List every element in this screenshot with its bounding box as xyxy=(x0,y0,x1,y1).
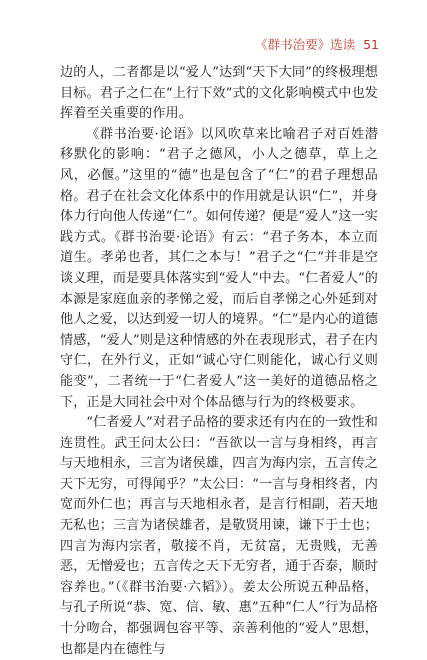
body-text xyxy=(60,63,378,660)
page-number: 51 xyxy=(363,37,379,52)
paragraph-lunyu: 《群书治要·论语》以风吹草来比喻君子对百姓潜移默化的影响：“君子之德风，小人之德草，草上之风，必偃。”这里的“德”也是包含了“仁”的君子理想品格。君子在社会文化体系中的作用就是认识“仁”，并身体力行向他人传递“仁”。如何传递？便是“爱人”这一实践方式。《群书治要·论语》有云：“君子务本，本立而道生。孝弟也者，其仁之本与！”君子之“仁”并非是空谈义理，而是要具体落实到“爱人”中去。“仁者爱人”的本源是家庭血亲的孝悌之爱，而后自孝悌之心外延到对他人之爱，以达到爱一切人的境界。“仁”是内心的道德情感，“爱人”则是这种情感的外在表现形式，君子在内守仁，在外行义，正如“诚心守仁则能化，诚心行义则能变”，二者统一于“仁者爱人”这一美好的道德品格之下，正是大同社会中对个体品德与行为的终极要求。 xyxy=(60,126,378,410)
paragraph-liutao: “仁者爱人”对君子品格的要求还有内在的一致性和连贯性。武王问太公曰：“吾欲以一言与身相终，再言与天地相永，三言为诸侯雄，四言为海内宗，五言传之天下无穷，可得闻乎？”太公曰：“一言与身相终者，内宽而外仁也；再言与天地相永者，是言行相副，若天地无私也；三言为诸侯雄者，是敬贤用谏，谦下于士也；四言为海内宗者，敬接不肖，无贫富，无贵贱，无善恶，无憎爱也；五言传之天下无穷者，通于否泰，顺时容养也。”（《群书治要·六韬》）。姜太公所说五种品格，与孔子所说“恭、宽、信、敏、惠”五种“仁人”行为品格十分吻合，都强调包容平等、亲善利他的“爱人”思想，也都是内在德性与 xyxy=(60,415,378,657)
paragraph-continuation: 边的人，二者都是以“爱人”达到“天下大同”的终极理想目标。君子之仁在“上行下效”式的文化影响模式中也发挥着至关重要的作用。 xyxy=(60,65,378,122)
running-header xyxy=(255,35,379,53)
header-title: 《群书治要》选读 xyxy=(255,37,356,52)
